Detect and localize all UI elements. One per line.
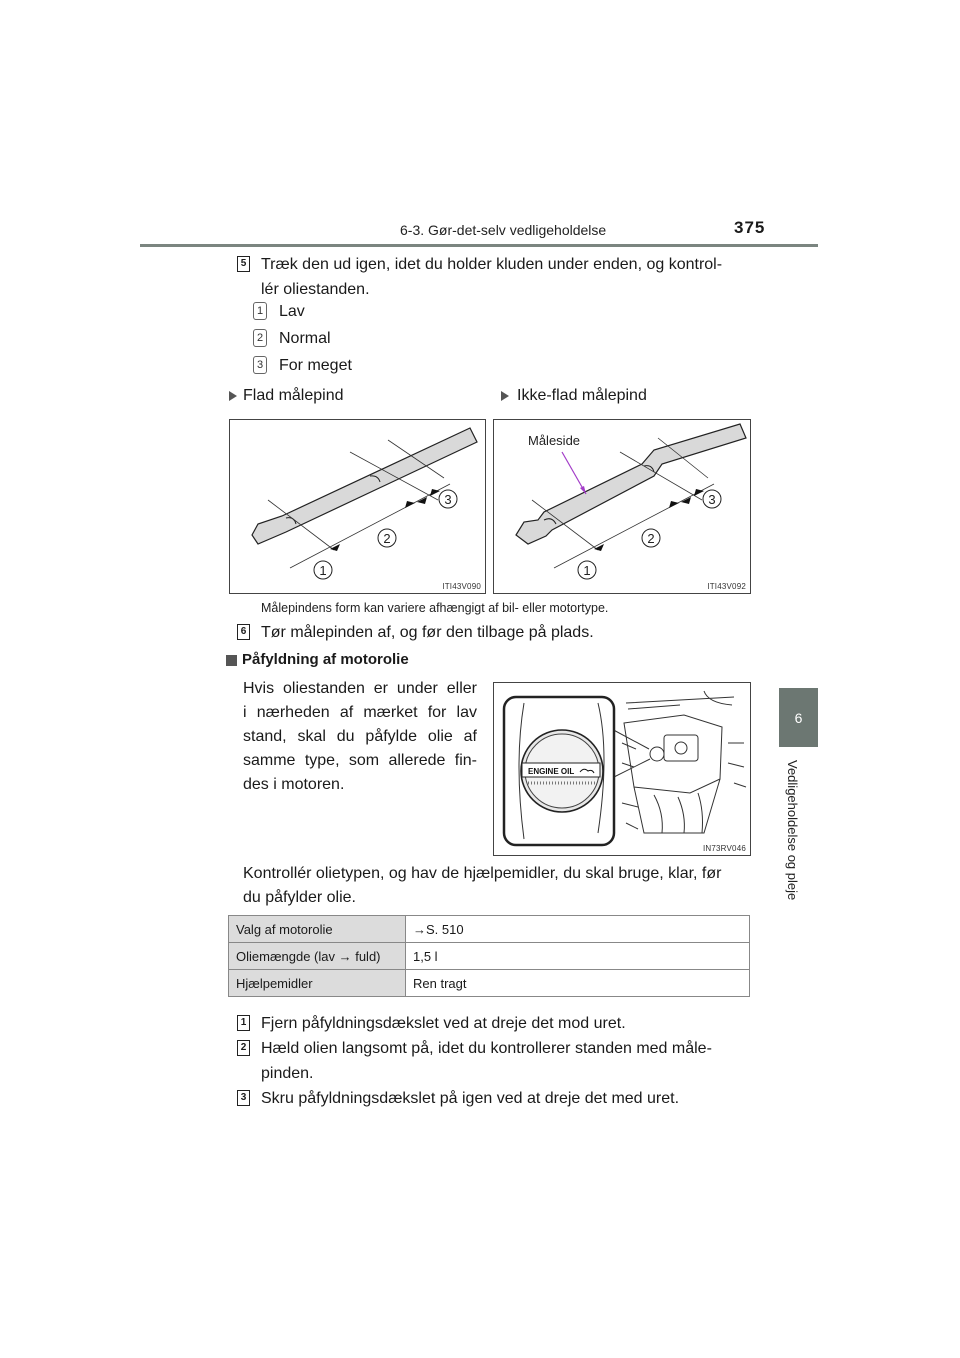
figure-right-label-2: 2 <box>647 531 655 546</box>
callout-measuring-side: Måleside <box>528 433 581 448</box>
level-number-3: 3 <box>253 356 267 374</box>
level-number-2: 2 <box>253 329 267 347</box>
bullet-triangle-icon <box>501 391 509 401</box>
figure-flat-dipstick <box>229 419 486 594</box>
refill-para-line-4: samme type, som allerede fin- <box>243 752 477 769</box>
step-3-text: Skru påfyldningsdækslet på igen ved at dreje det med uret. <box>261 1090 680 1107</box>
refill-para-line-3: stand, skal du påfylde olie af <box>243 728 477 745</box>
section-title: 6-3. Gør-det-selv vedligeholdelse <box>400 222 607 238</box>
figure-right-code: ITI43V092 <box>707 582 746 591</box>
step-number-3: 3 <box>237 1090 250 1106</box>
step-number-6: 6 <box>237 624 250 640</box>
figure-right-label-1: 1 <box>583 563 591 578</box>
step-2-line-1: Hæld olien langsomt på, idet du kontrollerer standen med måle- <box>261 1040 712 1057</box>
page-number: 375 <box>734 218 766 237</box>
figure-note: Målepindens form kan variere afhængigt af bil- eller motortype. <box>261 601 609 615</box>
table-key: Oliemængde (lav → fuld) <box>229 943 406 970</box>
step-1-text: Fjern påfyldningsdækslet ved at dreje det mod uret. <box>261 1015 626 1032</box>
chapter-tab-label: Vedligeholdelse og pleje <box>785 760 800 901</box>
step-number-5: 5 <box>237 256 250 272</box>
figure-engine-oil-cap <box>493 682 751 856</box>
table-row <box>229 916 750 943</box>
table-key: Hjælpemidler <box>229 970 406 997</box>
section-square-icon <box>226 655 237 666</box>
bullet-triangle-icon <box>229 391 237 401</box>
step-number-2: 2 <box>237 1040 250 1056</box>
step-5-line-1: Træk den ud igen, idet du holder kluden under enden, og kontrol- <box>261 256 723 273</box>
table-row <box>229 970 750 997</box>
figure-right-title: Ikke-flad målepind <box>517 387 647 404</box>
header-rule <box>140 244 818 247</box>
flat-dipstick-illustration <box>230 420 485 593</box>
level-label-normal: Normal <box>279 330 331 347</box>
refill-after-line-2: du påfylder olie. <box>243 889 356 906</box>
step-number-1: 1 <box>237 1015 250 1031</box>
level-label-too-much: For meget <box>279 357 352 374</box>
figure-right-label-3: 3 <box>708 492 716 507</box>
table-key: Valg af motorolie <box>229 916 406 943</box>
refill-para-line-1: Hvis oliestanden er under eller <box>243 680 477 697</box>
figure-left-label-3: 3 <box>444 492 452 507</box>
chapter-tab-number: 6 <box>794 709 803 726</box>
level-number-1: 1 <box>253 302 267 320</box>
chapter-tab <box>779 688 818 747</box>
figure-left-title: Flad målepind <box>243 387 344 404</box>
engine-oil-cap-label: ENGINE OIL <box>528 767 575 776</box>
table-row <box>229 943 750 970</box>
figure-nonflat-dipstick <box>493 419 751 594</box>
engine-bay-illustration <box>494 683 750 855</box>
step-5-line-2: lér oliestanden. <box>261 281 370 298</box>
table-value: →S. 510 <box>406 916 750 943</box>
refill-para-line-5: des i motoren. <box>243 776 345 793</box>
table-value: Ren tragt <box>406 970 750 997</box>
figure-left-label-2: 2 <box>383 531 391 546</box>
figure-left-code: ITI43V090 <box>442 582 481 591</box>
level-label-low: Lav <box>279 303 305 320</box>
section-heading-refill: Påfyldning af motorolie <box>242 651 409 668</box>
table-value: 1,5 l <box>406 943 750 970</box>
step-2-line-2: pinden. <box>261 1065 314 1082</box>
refill-after-line-1: Kontrollér olietypen, og hav de hjælpemidler, du skal bruge, klar, før <box>243 865 722 882</box>
step-6-text: Tør målepinden af, og før den tilbage på plads. <box>261 624 594 641</box>
figure-left-label-1: 1 <box>319 563 327 578</box>
oil-spec-table <box>228 915 750 997</box>
engine-figure-code: IN73RV046 <box>702 844 746 853</box>
refill-para-line-2: i nærheden af mærket for lav <box>243 704 477 721</box>
